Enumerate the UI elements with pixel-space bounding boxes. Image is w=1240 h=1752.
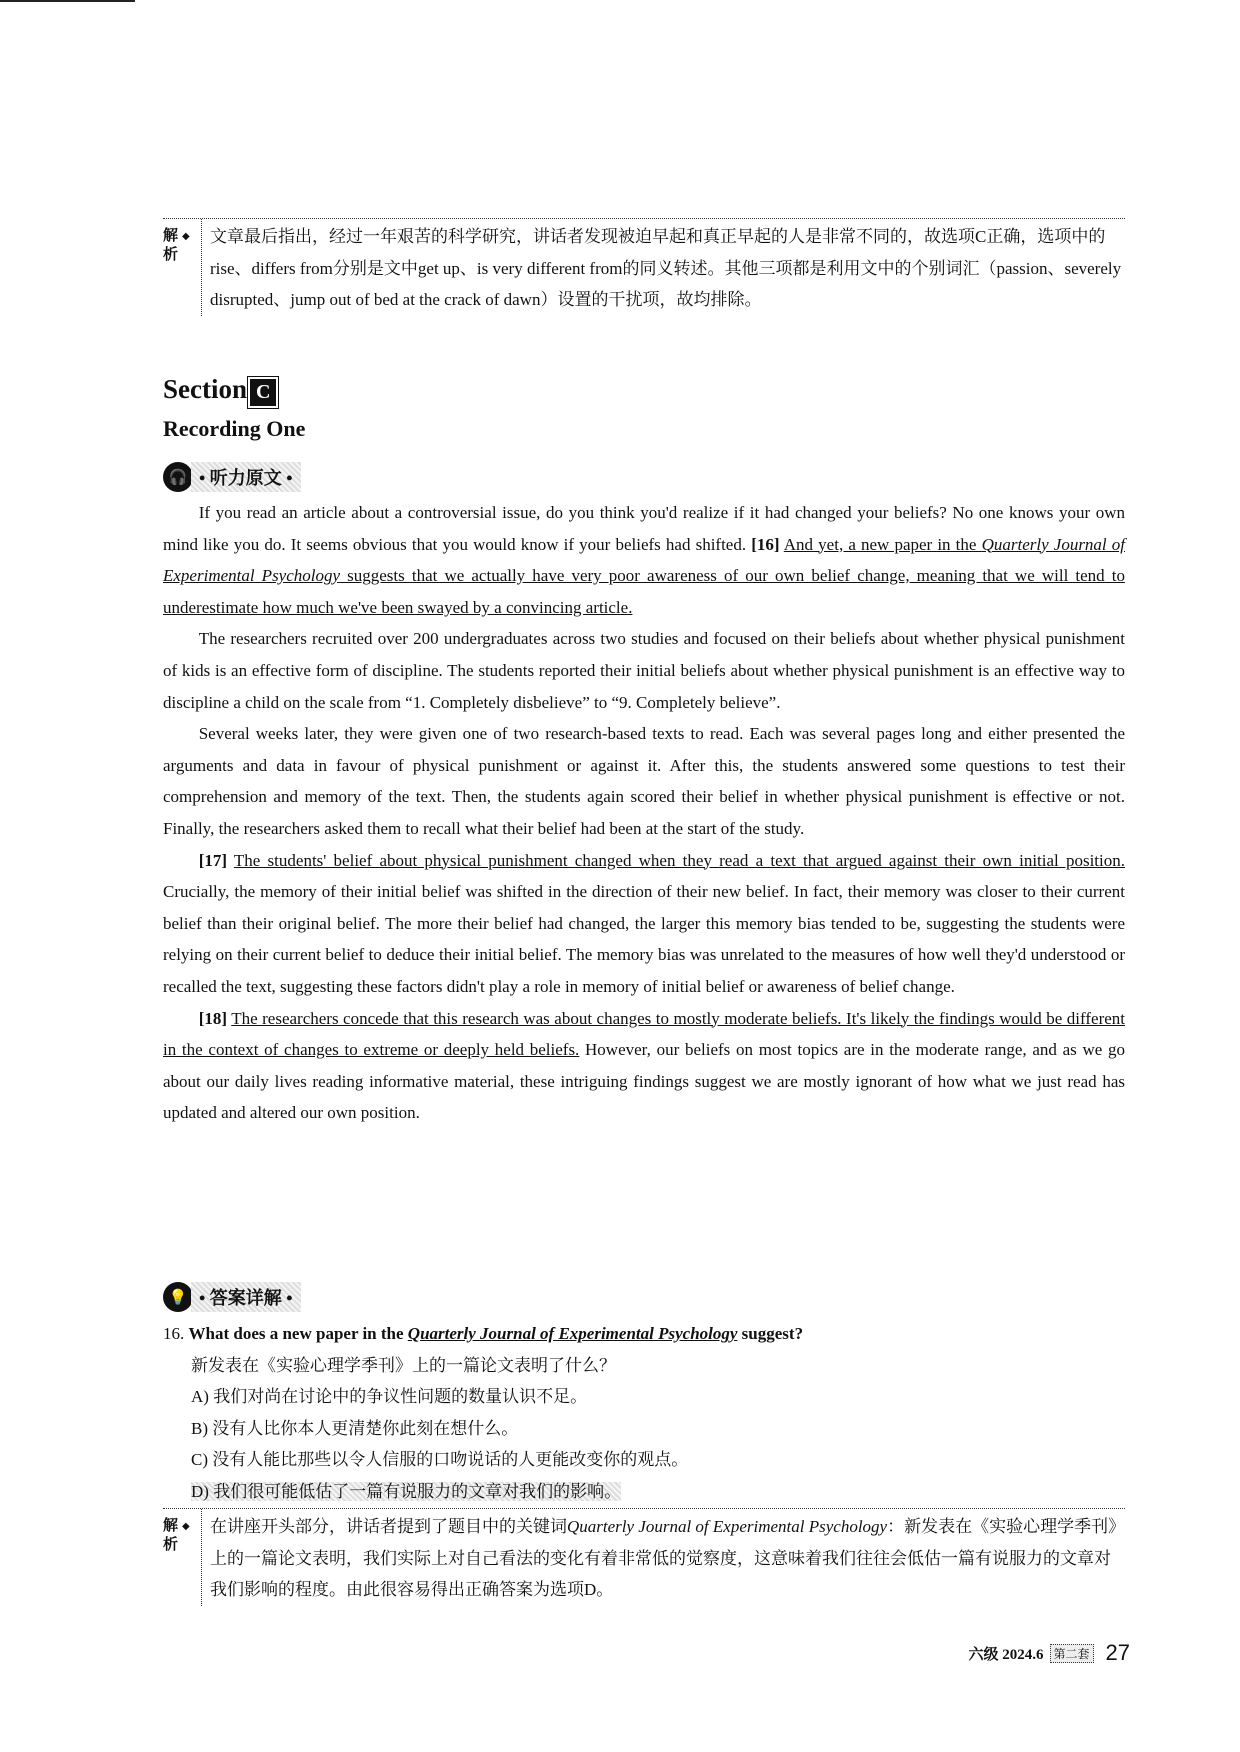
option-d-correct: D) 我们很可能低估了一篇有说服力的文章对我们的影响。 <box>191 1481 622 1501</box>
top-rule <box>0 0 135 2</box>
transcript <box>163 497 1125 1129</box>
question-number: 16. <box>163 1324 185 1343</box>
page-number: 27 <box>1105 1640 1130 1665</box>
paragraph-5 <box>163 1003 1125 1129</box>
analysis-box-previous <box>163 218 1125 316</box>
tag-18: [18] <box>198 1008 228 1028</box>
question-translation: 新发表在《实验心理学季刊》上的一篇论文表明了什么？ <box>191 1355 616 1375</box>
diamond-icon: ◆ <box>182 231 190 242</box>
lightbulb-icon: 💡 <box>163 1282 193 1312</box>
analysis-label: 解析 <box>163 1518 179 1553</box>
analysis-journal: Quarterly Journal of Experimental Psychology <box>567 1517 888 1536</box>
page-footer <box>968 1640 1130 1666</box>
analysis-box-q16 <box>163 1508 1125 1606</box>
tag-16: [16] <box>751 534 780 554</box>
option-c: C) 没有人能比那些以令人信服的口吻说话的人更能改变你的观点。 <box>191 1450 689 1470</box>
analysis-text <box>201 1509 1125 1606</box>
section-letter: C <box>250 379 276 406</box>
question-16 <box>163 1318 1125 1508</box>
option-a: A) 我们对尚在讨论中的争议性问题的数量认识不足。 <box>191 1387 588 1407</box>
paragraph-3: Several weeks later, they were given one of two research-based texts to read. Each was several pages long and either presented the arguments and data in favour of physical punishment or against it. After this, the students answered some questions to test their comprehension and memory of the text. Then, the students again scored their belief in whether physical punishment is effective or not. Finally, the researchers asked them to recall what their belief had been at the start of the study. <box>163 724 1125 838</box>
analysis-text: 文章最后指出，经过一年艰苦的科学研究，讲话者发现被迫早起和真正早起的人是非常不同的，故选项C正确，选项中的rise、differs from分别是文中get up、is very different from的同义转述。其他三项都是利用文中的个别词汇（passion、severely disrupted、jump out of bed at the crack of dawn）设置的干扰项，故均排除。 <box>201 219 1125 316</box>
analysis-label: 解析 <box>163 228 179 263</box>
p1-u1: And yet, a new paper in the <box>783 534 982 554</box>
section-heading <box>163 374 1125 406</box>
paragraph-4 <box>163 845 1125 1003</box>
analysis-t2: ：新发表在《实验心理学季刊》上的一篇论文表明，我们实际上对自己看法的变化有着非常低的觉察度，这意味着我们往往会低估一篇有说服力的文章对我们影响的程度。由此很容易得出正确答案为选项D。 <box>210 1517 1117 1599</box>
recording-heading: Recording One <box>163 416 306 441</box>
footer-level: 六级 2024.6 <box>968 1646 1044 1663</box>
q-text-1: What does a new paper in the <box>188 1324 408 1343</box>
transcript-badge-label: • 听力原文 • <box>191 462 301 492</box>
q-journal: Quarterly Journal of Experimental Psychology <box>407 1324 738 1343</box>
q-text-2: suggest? <box>737 1324 804 1343</box>
p1-u2: suggests that we actually have very poor awareness of our own belief change, meaning that we will tend to underestimate how much we've been swayed by a convincing article. <box>163 566 1125 617</box>
headphones-icon: 🎧 <box>163 462 193 492</box>
answers-badge-label: • 答案详解 • <box>191 1282 301 1312</box>
section-title: Section <box>163 374 247 404</box>
footer-volume: 第二套 <box>1050 1644 1094 1663</box>
p5-underlined: The researchers concede that this research was about changes to mostly moderate beliefs. It's likely the findings would be different in the context of changes to extreme or deeply held beliefs. <box>163 1008 1125 1060</box>
tag-17: [17] <box>198 850 228 870</box>
paragraph-2: The researchers recruited over 200 undergraduates across two studies and focused on their beliefs about whether physical punishment of kids is an effective form of discipline. The students reported their initial beliefs about whether physical punishment is an effective way to discipline a child on the scale from “1. Completely disbelieve” to “9. Completely believe”. <box>163 629 1125 712</box>
analysis-t1: 在讲座开头部分，讲话者提到了题目中的关键词 <box>210 1517 567 1536</box>
p1-text: If you read an article about a controversial issue, do you think you'd realize if it had changed your beliefs? No one knows your own mind like you do. It seems obvious that you would know if your beliefs had shifted. <box>163 503 1125 554</box>
transcript-badge <box>163 462 1125 492</box>
p5-text: However, our beliefs on most topics are in the moderate range, and as we go about our daily lives reading informative material, these intriguing findings suggest we are mostly ignorant of how what we just read has updated and altered our own position. <box>163 1040 1125 1123</box>
question-stem <box>163 1318 1125 1350</box>
option-b: B) 没有人比你本人更清楚你此刻在想什么。 <box>191 1418 519 1438</box>
paragraph-1 <box>163 497 1125 623</box>
answers-badge <box>163 1282 1125 1312</box>
p4-underlined: The students' belief about physical punishment changed when they read a text that argued against their own initial position. <box>233 850 1125 870</box>
diamond-icon: ◆ <box>182 1521 190 1532</box>
journal-name: Quarterly Journal of Experimental Psychology <box>163 534 1126 586</box>
p4-text: Crucially, the memory of their initial belief was shifted in the direction of their new belief. In fact, their memory was closer to their current belief than their original belief. The more their belief had changed, the larger this memory bias tended to be, suggesting the students were relying on their current belief to deduce their initial belief. The memory bias was unrelated to the measures of how well they'd understood or recalled the text, suggesting these factors didn't play a role in memory of initial belief or awareness of belief change. <box>163 882 1125 996</box>
